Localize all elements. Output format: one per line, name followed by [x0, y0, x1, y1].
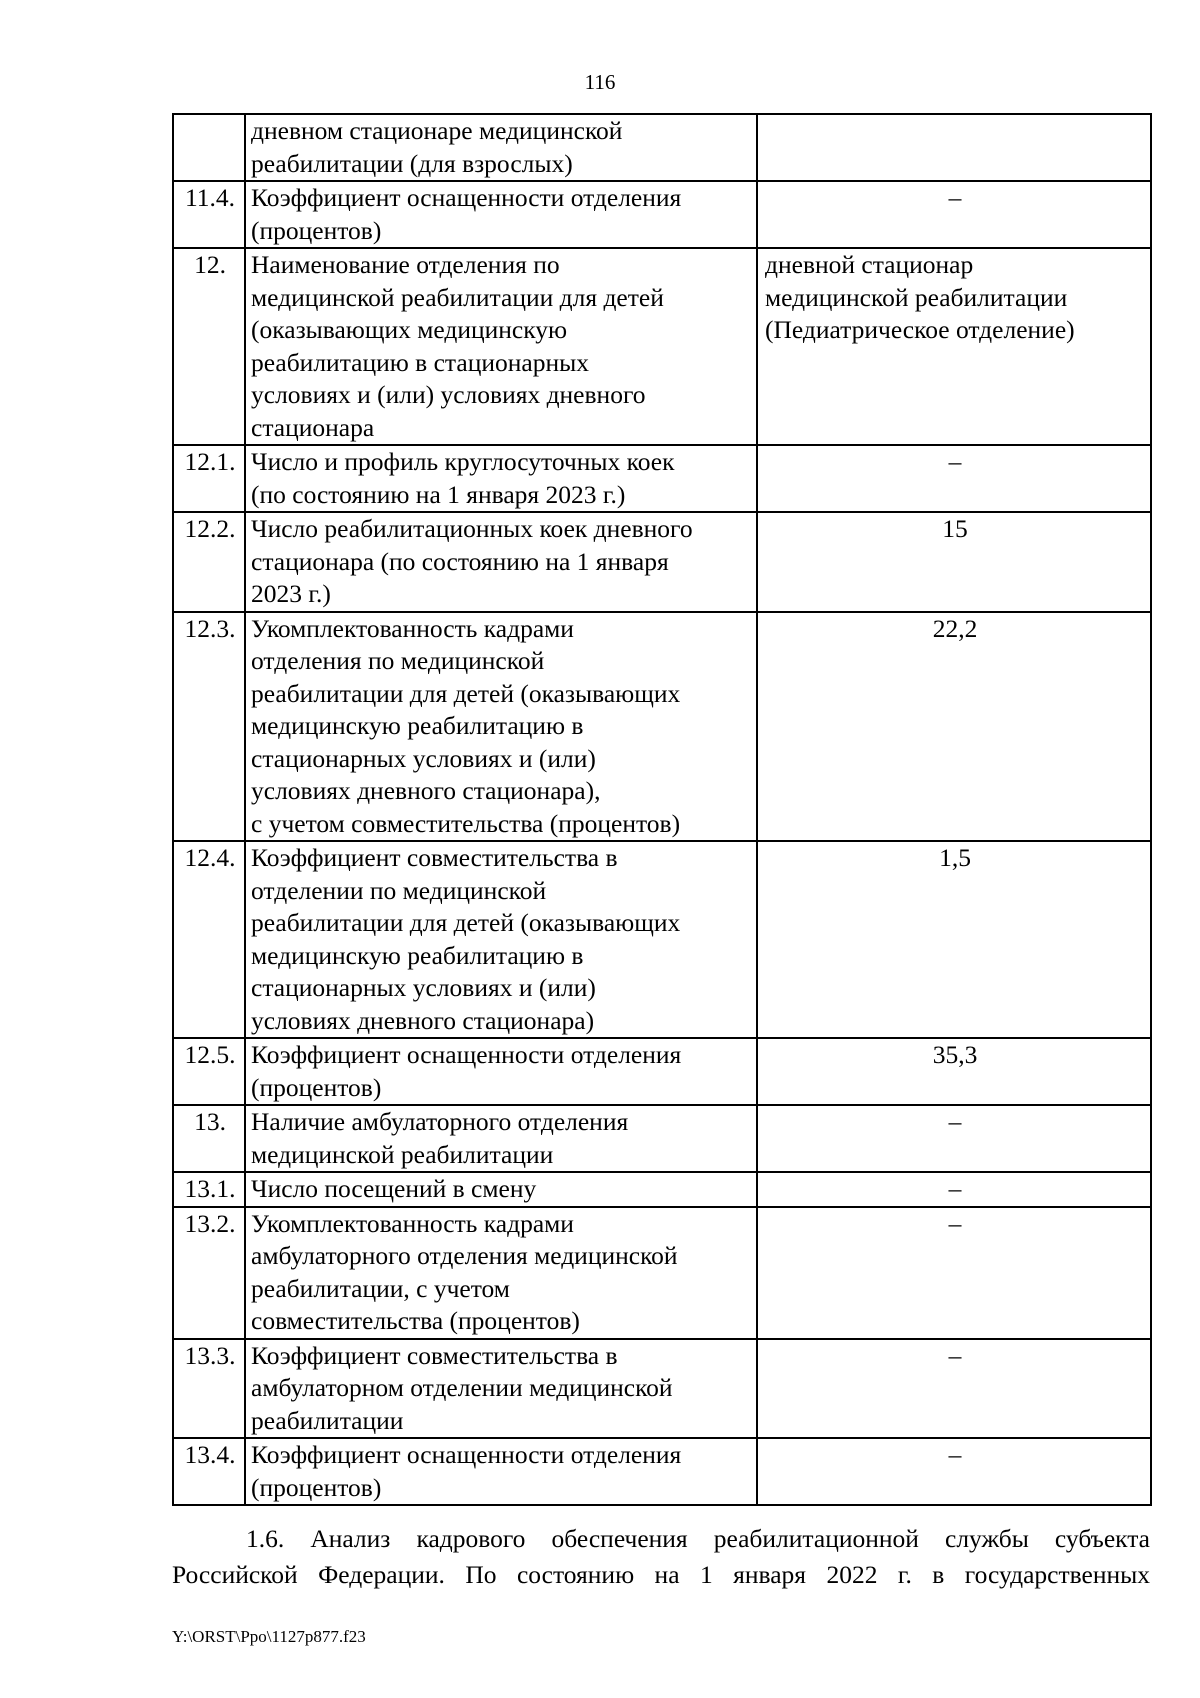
row-indicator [245, 841, 757, 1038]
value-line: – [948, 1174, 962, 1203]
row-indicator [245, 1339, 757, 1439]
row-number: 13.1. [173, 1172, 245, 1207]
table-row [173, 1438, 1151, 1505]
value-line: 1,5 [939, 843, 971, 872]
row-number: 13.2. [173, 1207, 245, 1339]
indicator-line: реабилитации, с учетом [251, 1273, 510, 1303]
value-line: – [948, 1107, 962, 1136]
table-row [173, 248, 1151, 445]
row-value [757, 1105, 1151, 1172]
indicator-line: медицинской реабилитации [251, 1139, 554, 1169]
row-indicator [245, 1207, 757, 1339]
table-row [173, 1105, 1151, 1172]
row-number: 12.3. [173, 612, 245, 842]
row-indicator [245, 1038, 757, 1105]
row-number: 13.4. [173, 1438, 245, 1505]
row-value [757, 1207, 1151, 1339]
indicator-line: медицинскую реабилитацию в [251, 940, 584, 970]
table-row [173, 512, 1151, 612]
indicator-line: амбулаторном отделении медицинской [251, 1373, 673, 1402]
indicator-line: Укомплектованность кадрами [251, 1208, 574, 1238]
table-row [173, 612, 1151, 842]
indicator-line: (процентов) [251, 1472, 382, 1502]
row-indicator [245, 114, 757, 181]
row-indicator [245, 181, 757, 248]
row-value [757, 1438, 1151, 1505]
row-indicator [245, 248, 757, 445]
indicator-line: условиях и (или) условиях дневного [251, 380, 646, 409]
row-value [757, 612, 1151, 842]
indicator-line: медицинской реабилитации для детей [251, 282, 664, 312]
indicator-line: с учетом совместительства (процентов) [251, 808, 681, 838]
indicator-line: условиях дневного стационара), [251, 776, 601, 805]
indicator-line: Укомплектованность кадрами [251, 613, 574, 643]
indicator-line: 2023 г.) [251, 579, 331, 608]
indicator-line: (процентов) [251, 1072, 382, 1102]
value-line: – [948, 447, 962, 476]
row-value [757, 445, 1151, 512]
value-line: 15 [942, 514, 968, 543]
table-row [173, 841, 1151, 1038]
row-indicator [245, 612, 757, 842]
indicator-line: реабилитацию в стационарных [251, 347, 589, 377]
row-value [757, 1038, 1151, 1105]
indicator-line: отделении по медицинской [251, 875, 547, 905]
value-line: – [948, 1340, 962, 1370]
row-indicator [245, 512, 757, 612]
indicator-line: реабилитации для детей (оказывающих [251, 678, 681, 708]
indicator-line: Число и профиль круглосуточных коек [251, 447, 675, 476]
row-indicator [245, 1438, 757, 1505]
value-line: медицинской реабилитации [765, 282, 1068, 312]
table-body [173, 114, 1151, 1505]
table-row [173, 1172, 1151, 1207]
table-row [173, 1339, 1151, 1439]
table-row [173, 114, 1151, 181]
indicator-line: условиях дневного стационара) [251, 1005, 595, 1035]
indicator-line: Наименование отделения по [251, 250, 560, 279]
row-value [757, 1339, 1151, 1439]
indicator-line: совместительства (процентов) [251, 1306, 580, 1335]
page-number: 116 [584, 70, 616, 94]
indicator-line: отделения по медицинской [251, 646, 545, 675]
row-value [757, 181, 1151, 248]
value-line: дневной стационар [765, 250, 974, 279]
row-number [173, 114, 245, 181]
indicator-line: стационара [251, 412, 375, 442]
row-value [757, 114, 1151, 181]
indicator-line: Коэффициент оснащенности отделения [251, 1040, 682, 1069]
indicator-line: дневном стационаре медицинской [251, 116, 623, 145]
data-table [172, 113, 1152, 1506]
value-line: – [948, 1440, 962, 1469]
indicator-line: Коэффициент совместительства в [251, 843, 618, 872]
row-number: 12.4. [173, 841, 245, 1038]
row-number: 12.1. [173, 445, 245, 512]
indicator-line: Наличие амбулаторного отделения [251, 1107, 629, 1136]
value-line: – [948, 1208, 962, 1238]
indicator-line: Число посещений в смену [251, 1174, 537, 1203]
row-value [757, 841, 1151, 1038]
row-number: 13.3. [173, 1339, 245, 1439]
row-value [757, 1172, 1151, 1207]
table-row [173, 1207, 1151, 1339]
indicator-line: Коэффициент оснащенности отделения [251, 1440, 682, 1469]
value-line: (Педиатрическое отделение) [765, 315, 1075, 344]
indicator-line: медицинскую реабилитацию в [251, 711, 584, 740]
indicator-line: (процентов) [251, 215, 382, 245]
indicator-line: реабилитации [251, 1405, 404, 1435]
table-row [173, 181, 1151, 248]
row-number: 12.5. [173, 1038, 245, 1105]
indicator-line: (оказывающих медицинскую [251, 315, 568, 344]
row-number: 13. [173, 1105, 245, 1172]
row-indicator [245, 445, 757, 512]
indicator-line: реабилитации для детей (оказывающих [251, 908, 681, 937]
indicator-line: (по состоянию на 1 января 2023 г.) [251, 479, 626, 509]
row-indicator [245, 1172, 757, 1207]
table-row [173, 445, 1151, 512]
row-number: 12. [173, 248, 245, 445]
row-value [757, 248, 1151, 445]
indicator-line: Коэффициент оснащенности отделения [251, 183, 682, 212]
footer-file-path: Y:\ORST\Ppo\1127p877.f23 [172, 1627, 366, 1646]
indicator-line: Число реабилитационных коек дневного [251, 514, 693, 543]
value-line: – [948, 183, 962, 212]
indicator-line: стационарных условиях и (или) [251, 743, 596, 773]
section-paragraph-line-1: 1.6. Анализ кадрового обеспечения реабилитационной службы субъекта [246, 1524, 1150, 1553]
indicator-line: амбулаторного отделения медицинской [251, 1241, 678, 1270]
indicator-line: стационарных условиях и (или) [251, 973, 596, 1002]
section-paragraph-line-2: Российской Федерации. По состоянию на 1 января 2022 г. в государственных [172, 1560, 1150, 1589]
value-line: 22,2 [932, 613, 978, 643]
table-row [173, 1038, 1151, 1105]
value-line: 35,3 [932, 1040, 978, 1069]
row-value [757, 512, 1151, 612]
row-indicator [245, 1105, 757, 1172]
indicator-line: стационара (по состоянию на 1 января [251, 546, 669, 576]
indicator-line: реабилитации (для взрослых) [251, 148, 573, 178]
indicator-line: Коэффициент совместительства в [251, 1340, 618, 1370]
row-number: 12.2. [173, 512, 245, 612]
row-number: 11.4. [173, 181, 245, 248]
